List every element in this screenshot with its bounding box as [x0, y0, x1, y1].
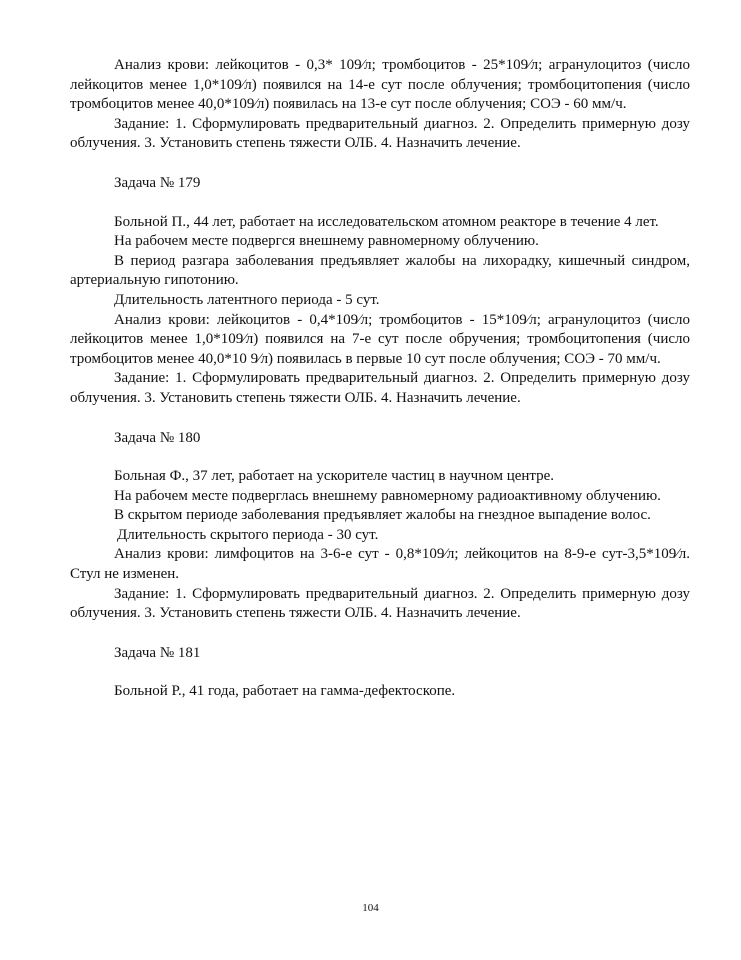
task-title-180: Задача № 180 [114, 429, 201, 446]
page-number: 104 [362, 902, 379, 914]
paragraph-task-178: Задание: 1. Сформулировать предварительный диагноз. 2. Определить примерную дозу облучения. 3. Установить степень тяжести ОЛБ. 4. Назначить лечение. [70, 115, 690, 152]
paragraph-task-179: Задание: 1. Сформулировать предварительный диагноз. 2. Определить примерную дозу облучения. 3. Установить степень тяжести ОЛБ. 4. Назначить лечение. [70, 370, 690, 406]
document-page [70, 56, 690, 702]
paragraph-blood-analysis-179: Анализ крови: лейкоцитов - 0,4*109⁄л; тромбоцитов - 15*109⁄л; агранулоцитоз (число лейкоцитов менее 1,0*109⁄л) появился на 7-е сут после обручения; тромбоцитопения (число тромбоцитов менее 40,0*10 9⁄л) появилась в первые 10 сут после облучения; СОЭ - 70 мм/ч. [70, 311, 690, 367]
paragraph-latent-period-179: Длительность латентного периода - 5 сут. [114, 291, 380, 308]
paragraph-latent-period-180: Длительность скрытого периода - 30 сут. [117, 526, 379, 543]
paragraph-task-180: Задание: 1. Сформулировать предварительный диагноз. 2. Определить примерную дозу облучения. 3. Установить степень тяжести ОЛБ. 4. Назначить лечение. [70, 585, 690, 622]
paragraph-blood-analysis-180: Анализ крови: лимфоцитов на 3-6-е сут - 0,8*109⁄л; лейкоцитов на 8-9-е сут-3,5*109⁄л. Стул не изменен. [70, 546, 690, 583]
paragraph-patient-180: Больная Ф., 37 лет, работает на ускорителе частиц в научном центре. [114, 468, 555, 485]
task-title-179: Задача № 179 [114, 174, 201, 191]
paragraph-exposure-179: На рабочем месте подвергся внешнему равномерному облучению. [114, 233, 539, 250]
paragraph-patient-181: Больной Р., 41 года, работает на гамма-дефектоскопе. [114, 683, 456, 700]
paragraph-blood-analysis-178: Анализ крови: лейкоцитов - 0,3* 109⁄л; тромбоцитов - 25*109⁄л; агранулоцитоз (число лейкоцитов менее 1,0*109⁄л) появился на 14-е сут после облучения; тромбоцитопения (число тромбоцитов менее 40,0*109⁄л) появилась на 13-е сут после облучения; СОЭ - 60 мм/ч. [70, 57, 690, 113]
task-title-181: Задача № 181 [114, 644, 201, 661]
paragraph-complaints-179: В период разгара заболевания предъявляет жалобы на лихорадку, кишечный синдром, артериальную гипотонию. [70, 252, 690, 289]
paragraph-patient-179: Больной П., 44 лет, работает на исследовательском атомном реакторе в течение 4 лет. [114, 213, 659, 230]
paragraph-exposure-180: На рабочем месте подверглась внешнему равномерному радиоактивному облучению. [114, 487, 661, 504]
paragraph-complaints-180: В скрытом периоде заболевания предъявляет жалобы на гнездное выпадение волос. [114, 507, 651, 524]
